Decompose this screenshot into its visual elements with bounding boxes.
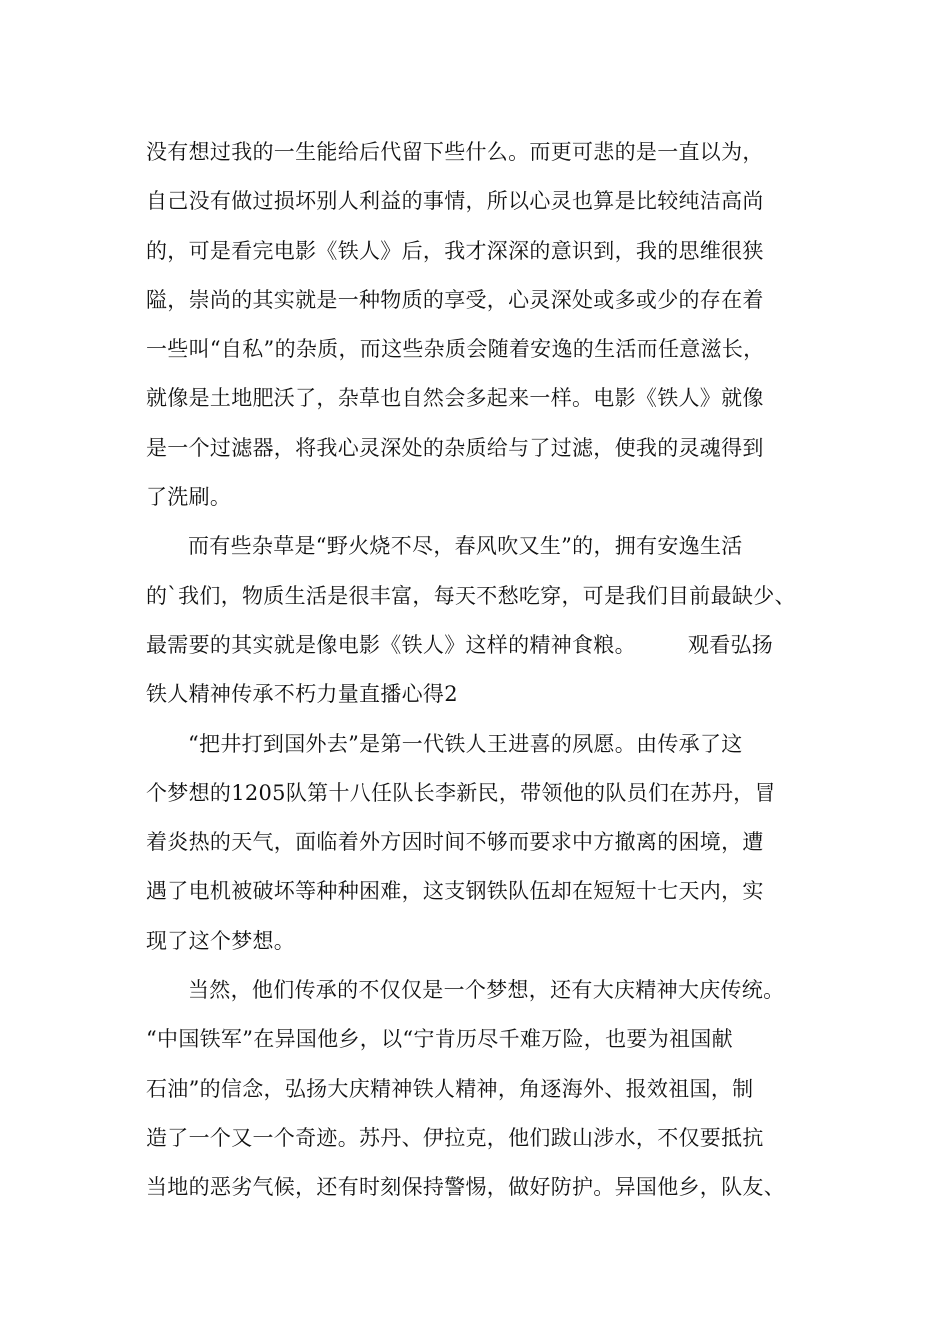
text-line: 着炎热的天气，面临着外方因时间不够而要求中方撤离的困境，遭 bbox=[146, 830, 764, 855]
text-line: 遇了电机被破坏等种种困难，这支钢铁队伍却在短短十七天内，实 bbox=[146, 879, 764, 904]
paragraph-start-line: 当然，他们传承的不仅仅是一个梦想，还有大庆精神大庆传统。 bbox=[188, 978, 785, 1003]
heading-segment: 观看弘扬 bbox=[687, 632, 774, 657]
text-line: 了洗刷。 bbox=[146, 485, 232, 510]
text-line: 没有想过我的一生能给后代留下些什么。而更可悲的是一直以为， bbox=[146, 140, 764, 164]
text-line: 个梦想的1205队第十八任队长李新民，带领他的队员们在苏丹，冒 bbox=[146, 780, 776, 805]
text-line: 的`我们，物质生活是很丰富，每天不愁吃穿，可是我们目前最缺少、 bbox=[146, 583, 796, 608]
text-line: “中国铁军”在异国他乡，以“宁肯历尽千难万险，也要为祖国献 bbox=[146, 1027, 733, 1052]
paragraph-start-line: 而有些杂草是“野火烧不尽，春风吹又生”的，拥有安逸生活 bbox=[188, 534, 743, 559]
article-body bbox=[146, 128, 836, 1213]
text-line: 当地的恶劣气候，还有时刻保持警惕，做好防护。异国他乡，队友、 bbox=[146, 1175, 785, 1200]
text-line: 的，可是看完电影《铁人》后，我才深深的意识到，我的思维很狭 bbox=[146, 238, 764, 263]
text-line: 自己没有做过损坏别人利益的事情，所以心灵也算是比较纯洁高尚 bbox=[146, 189, 764, 214]
heading-line: 铁人精神传承不朽力量直播心得2 bbox=[146, 682, 458, 707]
text-line: 一些叫“自私”的杂质，而这些杂质会随着安逸的生活而任意滋长， bbox=[146, 337, 765, 362]
text-line: 就像是土地肥沃了，杂草也自然会多起来一样。电影《铁人》就像 bbox=[146, 386, 764, 411]
text-segment: 最需要的其实就是像电影《铁人》这样的精神食粮。 bbox=[146, 632, 636, 657]
text-line-with-heading-start bbox=[146, 621, 836, 670]
text-line: 是一个过滤器，将我心灵深处的杂质给与了过滤，使我的灵魂得到 bbox=[146, 435, 764, 460]
paragraph-start-line: “把井打到国外去”是第一代铁人王进喜的夙愿。由传承了这 bbox=[188, 731, 743, 756]
text-line: 造了一个又一个奇迹。苏丹、伊拉克，他们跋山涉水，不仅要抵抗 bbox=[146, 1125, 764, 1150]
text-line: 石油”的信念，弘扬大庆精神铁人精神，角逐海外、报效祖国，制 bbox=[146, 1076, 754, 1101]
text-line: 隘，崇尚的其实就是一种物质的享受，心灵深处或多或少的存在着 bbox=[146, 287, 764, 312]
text-line: 现了这个梦想。 bbox=[146, 928, 296, 953]
